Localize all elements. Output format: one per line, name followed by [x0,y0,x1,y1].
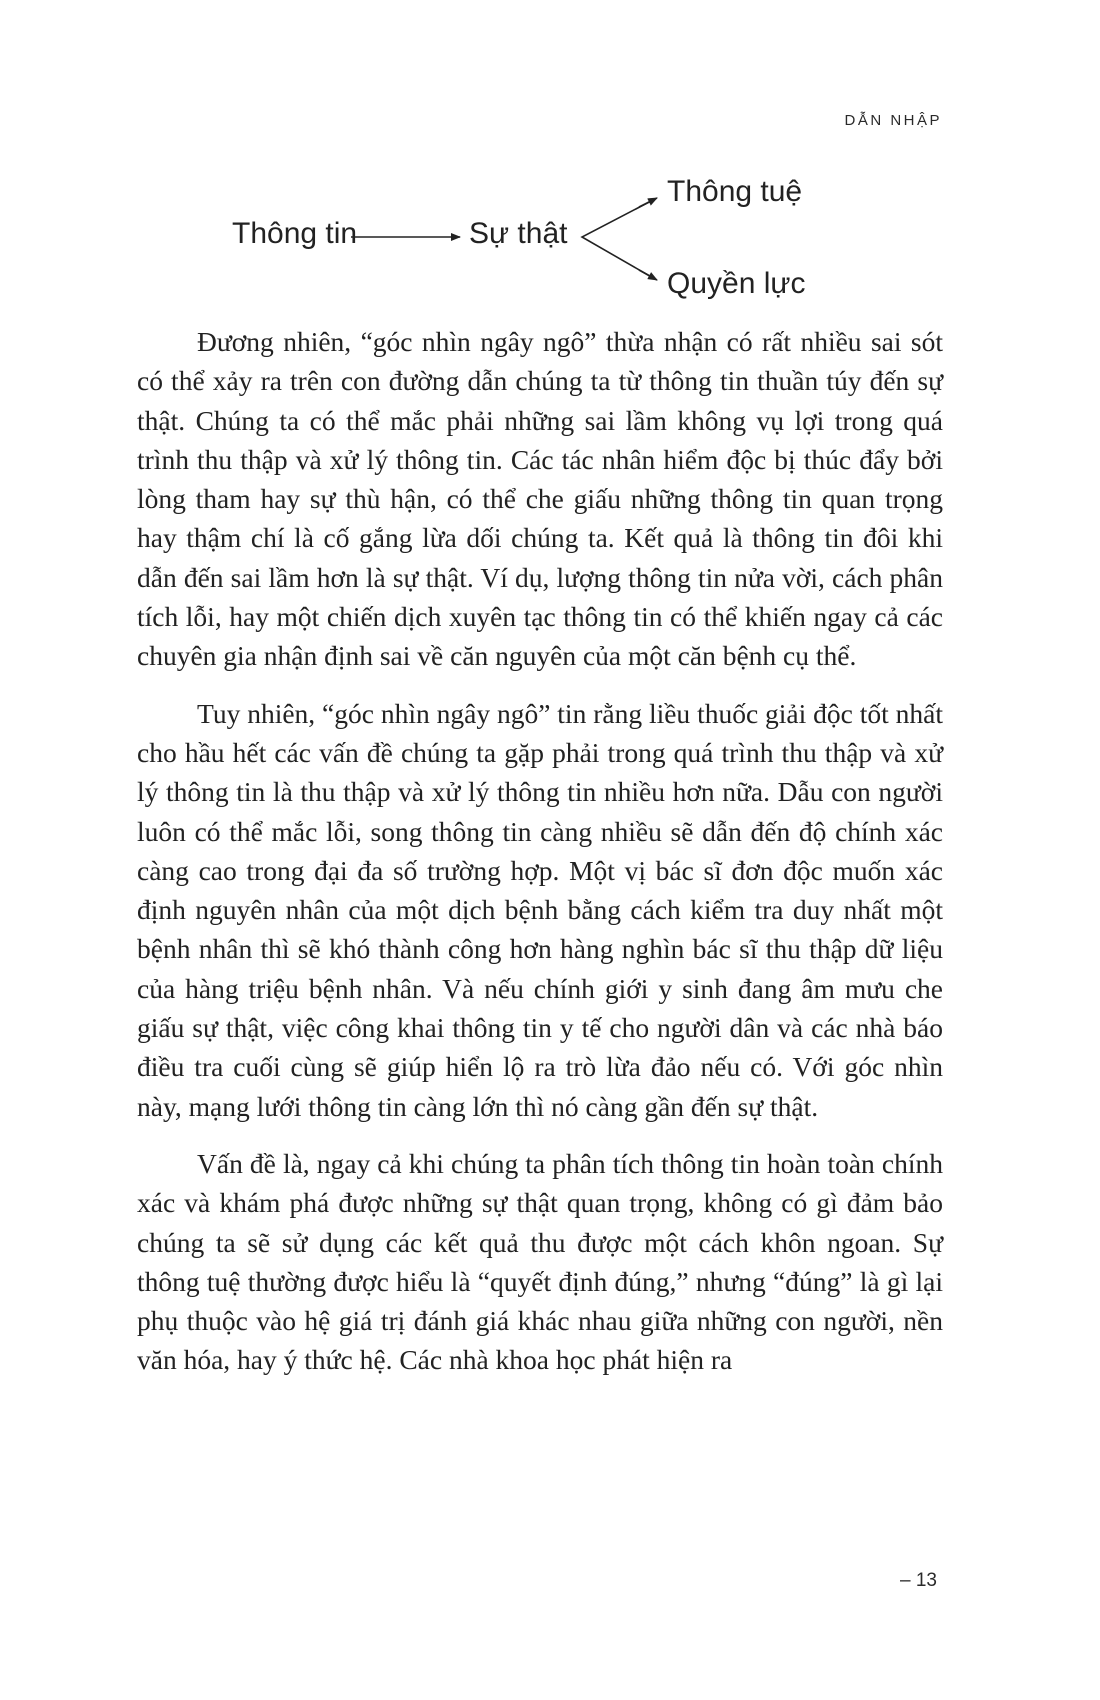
paragraph: Tuy nhiên, “góc nhìn ngây ngô” tin rằng liều thuốc giải độc tốt nhất cho hầu hết các vấn đề chúng ta gặp phải trong quá trình thu thập và xử lý thông tin là thu thập và xử lý thông tin nhiều hơn nữa. Dẫu con người luôn có thể mắc lỗi, song thông tin càng nhiều sẽ dẫn đến độ chính xác càng cao trong đại đa số trường hợp. Một vị bác sĩ đơn độc muốn xác định nguyên nhân của một dịch bệnh bằng cách kiểm tra duy nhất một bệnh nhân thì sẽ khó thành công hơn hàng nghìn bác sĩ thu thập dữ liệu của hàng triệu bệnh nhân. Và nếu chính giới y sinh đang âm mưu che giấu sự thật, việc công khai thông tin y tế cho người dân và các nhà báo điều tra cuối cùng sẽ giúp hiển lộ ra trò lừa đảo nếu có. Với góc nhìn này, mạng lưới thông tin càng lớn thì nó càng gần đến sự thật. [137,697,943,1122]
diagram-arrows [0,0,1100,330]
branch-connector [582,199,655,279]
node-truth: Sự thật [469,217,568,250]
node-wisdom: Thông tuệ [667,175,803,208]
running-header: DẪN NHẬP [844,112,942,129]
arrow-truth-to-wisdom [639,198,657,207]
arrow-truth-to-power [639,270,657,280]
node-information: Thông tin [232,217,358,250]
paragraph: Đương nhiên, “góc nhìn ngây ngô” thừa nhận có rất nhiều sai sót có thể xảy ra trên con đường dẫn chúng ta từ thông tin thuần túy đến sự thật. Chúng ta có thể mắc phải những sai lầm không vụ lợi trong quá trình thu thập và xử lý thông tin. Các tác nhân hiểm độc bị thúc đẩy bởi lòng tham hay sự thù hận, có thể che giấu những thông tin quan trọng hay thậm chí là cố gắng lừa dối chúng ta. Kết quả là thông tin đôi khi dẫn đến sai lầm hơn là sự thật. Ví dụ, lượng thông tin nửa vời, cách phân tích lỗi, hay một chiến dịch xuyên tạc thông tin có thể khiến ngay cả các chuyên gia nhận định sai về căn nguyên của một căn bệnh cụ thể. [137,326,943,672]
body-text [137,322,943,1398]
page-number: – 13 [900,1570,937,1591]
paragraph: Vấn đề là, ngay cả khi chúng ta phân tích thông tin hoàn toàn chính xác và khám phá được những sự thật quan trọng, không có gì đảm bảo chúng ta sẽ sử dụng các kết quả thu được một cách khôn ngoan. Sự thông tuệ thường được hiểu là “quyết định đúng,” nhưng “đúng” là gì lại phụ thuộc vào hệ giá trị đánh giá khác nhau giữa những con người, nền văn hóa, hay ý thức hệ. Các nhà khoa học phát hiện ra [137,1147,943,1376]
node-power: Quyền lực [667,267,806,300]
flow-diagram [0,0,1100,330]
